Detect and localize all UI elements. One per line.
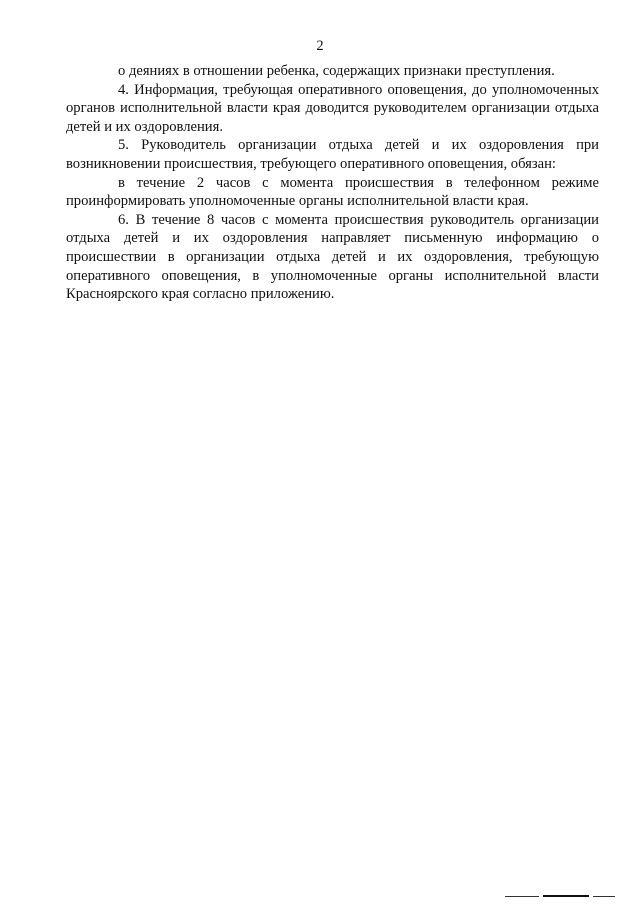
page-number: 2 (316, 38, 324, 54)
footer-scan-line (593, 896, 615, 897)
paragraph-item-4: 4. Информация, требующая оперативного оповещения, до уполномоченных органов исполнительной власти края доводится руководителем организации отдыха детей и их оздоровления. (66, 81, 599, 135)
paragraph-item-5-subclause: в течение 2 часов с момента происшествия в телефонном режиме проинформировать уполномоченные органы исполнительной власти края. (66, 174, 599, 210)
footer-scan-line (543, 895, 589, 897)
paragraph-item-6: 6. В течение 8 часов с момента происшествия руководитель организации отдыха детей и их оздоровления направляет письменную информацию о происшествии в организации отдыха детей и их оздоровления, требующую оперативного оповещения, в уполномоченные органы исполнительной власти Красноярского края согласно приложению. (66, 211, 599, 303)
footer-scan-line (505, 896, 539, 897)
paragraph-continuation: о деяниях в отношении ребенка, содержащих признаки преступления. (118, 63, 555, 79)
paragraph-item-5: 5. Руководитель организации отдыха детей и их оздоровления при возникновении происшествия, требующего оперативного оповещения, обязан: (66, 137, 599, 172)
document-body (66, 62, 599, 304)
